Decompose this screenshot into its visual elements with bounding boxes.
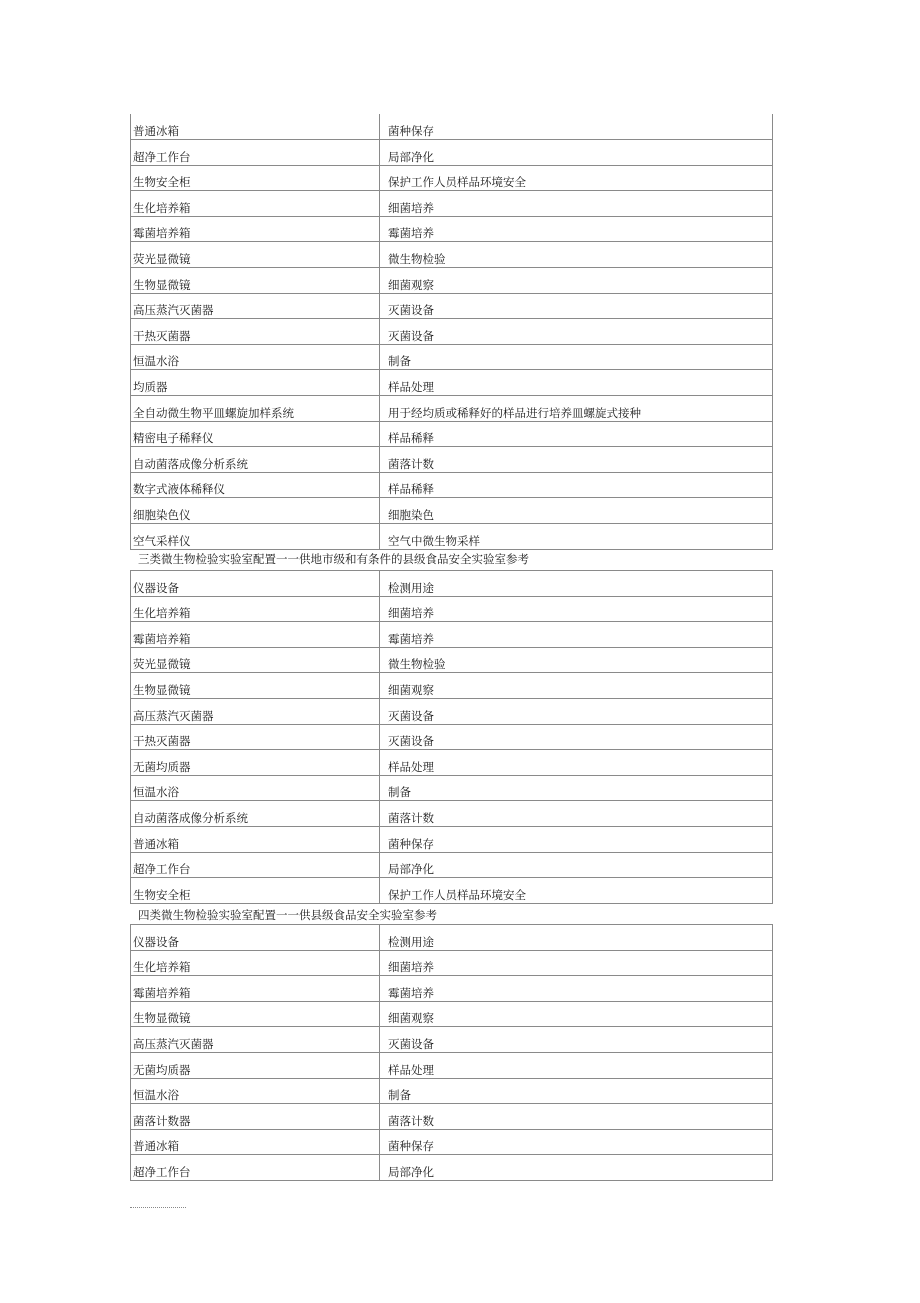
cell-equipment: 霉菌培养箱 bbox=[131, 622, 380, 648]
cell-equipment: 荧光显微镜 bbox=[131, 242, 380, 268]
table-row bbox=[131, 242, 773, 268]
cell-equipment: 高压蒸汽灭菌器 bbox=[131, 293, 380, 319]
cell-usage: 菌落计数 bbox=[380, 447, 773, 473]
cell-usage: 细菌观察 bbox=[380, 268, 773, 294]
cell-equipment: 干热灭菌器 bbox=[131, 319, 380, 345]
cell-equipment: 数字式液体稀释仪 bbox=[131, 472, 380, 498]
table-row bbox=[131, 826, 773, 852]
cell-equipment: 自动菌落成像分析系统 bbox=[131, 447, 380, 473]
cell-equipment: 恒温水浴 bbox=[131, 344, 380, 370]
equipment-table-1-block bbox=[130, 114, 773, 550]
table-row bbox=[131, 498, 773, 524]
cell-usage: 制备 bbox=[380, 344, 773, 370]
footer-divider bbox=[130, 1207, 186, 1208]
cell-usage: 霉菌培养 bbox=[380, 976, 773, 1002]
table-2-caption: 三类微生物检验实验室配置一一供地市级和有条件的县级食品安全实验室参考 bbox=[138, 552, 529, 566]
equipment-table-3 bbox=[130, 924, 773, 1181]
cell-usage: 菌种保存 bbox=[380, 114, 773, 140]
cell-equipment: 菌落计数器 bbox=[131, 1104, 380, 1130]
equipment-table-3-block bbox=[130, 924, 773, 1181]
cell-equipment: 无菌均质器 bbox=[131, 750, 380, 776]
cell-equipment: 生化培养箱 bbox=[131, 191, 380, 217]
table-row bbox=[131, 1027, 773, 1053]
cell-usage: 灭菌设备 bbox=[380, 293, 773, 319]
cell-usage: 样品处理 bbox=[380, 1052, 773, 1078]
table-3-body bbox=[131, 925, 773, 1181]
table-row bbox=[131, 596, 773, 622]
table-row bbox=[131, 524, 773, 550]
table-row bbox=[131, 878, 773, 904]
cell-usage: 菌种保存 bbox=[380, 1129, 773, 1155]
table-row bbox=[131, 344, 773, 370]
table-row bbox=[131, 421, 773, 447]
table-row bbox=[131, 114, 773, 140]
cell-usage: 样品稀释 bbox=[380, 472, 773, 498]
cell-usage: 细菌观察 bbox=[380, 1001, 773, 1027]
cell-usage: 菌落计数 bbox=[380, 801, 773, 827]
cell-usage: 样品稀释 bbox=[380, 421, 773, 447]
table-row bbox=[131, 472, 773, 498]
cell-equipment: 恒温水浴 bbox=[131, 775, 380, 801]
cell-equipment: 干热灭菌器 bbox=[131, 724, 380, 750]
cell-usage: 局部净化 bbox=[380, 140, 773, 166]
table-row bbox=[131, 950, 773, 976]
cell-usage: 保护工作人员样品环境安全 bbox=[380, 878, 773, 904]
cell-equipment: 均质器 bbox=[131, 370, 380, 396]
equipment-table-1 bbox=[130, 114, 773, 550]
table-1-body bbox=[131, 114, 773, 549]
cell-usage: 菌落计数 bbox=[380, 1104, 773, 1130]
cell-usage: 菌种保存 bbox=[380, 826, 773, 852]
table-row bbox=[131, 1001, 773, 1027]
table-row bbox=[131, 724, 773, 750]
table-row bbox=[131, 1129, 773, 1155]
cell-usage: 制备 bbox=[380, 1078, 773, 1104]
table-row bbox=[131, 191, 773, 217]
cell-usage: 制备 bbox=[380, 775, 773, 801]
table-row bbox=[131, 852, 773, 878]
table-row bbox=[131, 1078, 773, 1104]
cell-equipment: 生物显微镜 bbox=[131, 673, 380, 699]
header-usage: 检测用途 bbox=[380, 925, 773, 951]
cell-equipment: 高压蒸汽灭菌器 bbox=[131, 698, 380, 724]
cell-usage: 局部净化 bbox=[380, 1155, 773, 1181]
table-row bbox=[131, 165, 773, 191]
cell-equipment: 普通冰箱 bbox=[131, 826, 380, 852]
header-usage: 检测用途 bbox=[380, 571, 773, 597]
cell-equipment: 精密电子稀释仪 bbox=[131, 421, 380, 447]
table-row bbox=[131, 268, 773, 294]
cell-usage: 空气中微生物采样 bbox=[380, 524, 773, 550]
cell-equipment: 荧光显微镜 bbox=[131, 647, 380, 673]
cell-usage: 用于经均质或稀释好的样品进行培养皿螺旋式接种 bbox=[380, 396, 773, 422]
cell-usage: 微生物检验 bbox=[380, 242, 773, 268]
cell-equipment: 细胞染色仪 bbox=[131, 498, 380, 524]
cell-equipment: 生物安全柜 bbox=[131, 165, 380, 191]
cell-usage: 保护工作人员样品环境安全 bbox=[380, 165, 773, 191]
cell-equipment: 无菌均质器 bbox=[131, 1052, 380, 1078]
header-equipment: 仪器设备 bbox=[131, 925, 380, 951]
table-row bbox=[131, 370, 773, 396]
table-row bbox=[131, 319, 773, 345]
table-row bbox=[131, 1104, 773, 1130]
cell-equipment: 生物显微镜 bbox=[131, 268, 380, 294]
table-row bbox=[131, 447, 773, 473]
cell-usage: 灭菌设备 bbox=[380, 1027, 773, 1053]
table-row bbox=[131, 976, 773, 1002]
table-row bbox=[131, 673, 773, 699]
cell-usage: 灭菌设备 bbox=[380, 698, 773, 724]
header-equipment: 仪器设备 bbox=[131, 571, 380, 597]
table-2-body bbox=[131, 571, 773, 904]
table-header-row bbox=[131, 571, 773, 597]
cell-equipment: 霉菌培养箱 bbox=[131, 976, 380, 1002]
table-3-caption: 四类微生物检验实验室配置一一供县级食品安全实验室参考 bbox=[138, 908, 437, 922]
cell-equipment: 空气采样仪 bbox=[131, 524, 380, 550]
table-row bbox=[131, 775, 773, 801]
table-row bbox=[131, 1052, 773, 1078]
cell-usage: 灭菌设备 bbox=[380, 319, 773, 345]
cell-equipment: 恒温水浴 bbox=[131, 1078, 380, 1104]
cell-usage: 细菌观察 bbox=[380, 673, 773, 699]
cell-equipment: 超净工作台 bbox=[131, 1155, 380, 1181]
table-row bbox=[131, 396, 773, 422]
cell-usage: 样品处理 bbox=[380, 750, 773, 776]
table-row bbox=[131, 622, 773, 648]
cell-equipment: 普通冰箱 bbox=[131, 1129, 380, 1155]
cell-usage: 细菌培养 bbox=[380, 950, 773, 976]
equipment-table-2-block bbox=[130, 570, 773, 904]
cell-usage: 细菌培养 bbox=[380, 596, 773, 622]
table-header-row bbox=[131, 925, 773, 951]
table-row bbox=[131, 293, 773, 319]
cell-equipment: 生化培养箱 bbox=[131, 596, 380, 622]
table-row bbox=[131, 1155, 773, 1181]
cell-equipment: 全自动微生物平皿螺旋加样系统 bbox=[131, 396, 380, 422]
cell-equipment: 超净工作台 bbox=[131, 140, 380, 166]
cell-equipment: 普通冰箱 bbox=[131, 114, 380, 140]
table-row bbox=[131, 216, 773, 242]
cell-equipment: 生物安全柜 bbox=[131, 878, 380, 904]
table-row bbox=[131, 801, 773, 827]
equipment-table-2 bbox=[130, 570, 773, 904]
cell-equipment: 高压蒸汽灭菌器 bbox=[131, 1027, 380, 1053]
cell-usage: 细胞染色 bbox=[380, 498, 773, 524]
table-row bbox=[131, 647, 773, 673]
cell-equipment: 自动菌落成像分析系统 bbox=[131, 801, 380, 827]
cell-usage: 灭菌设备 bbox=[380, 724, 773, 750]
cell-usage: 微生物检验 bbox=[380, 647, 773, 673]
cell-equipment: 超净工作台 bbox=[131, 852, 380, 878]
cell-equipment: 生化培养箱 bbox=[131, 950, 380, 976]
cell-equipment: 霉菌培养箱 bbox=[131, 216, 380, 242]
table-row bbox=[131, 698, 773, 724]
cell-equipment: 生物显微镜 bbox=[131, 1001, 380, 1027]
cell-usage: 样品处理 bbox=[380, 370, 773, 396]
table-row bbox=[131, 140, 773, 166]
cell-usage: 霉菌培养 bbox=[380, 622, 773, 648]
cell-usage: 霉菌培养 bbox=[380, 216, 773, 242]
cell-usage: 局部净化 bbox=[380, 852, 773, 878]
cell-usage: 细菌培养 bbox=[380, 191, 773, 217]
table-row bbox=[131, 750, 773, 776]
